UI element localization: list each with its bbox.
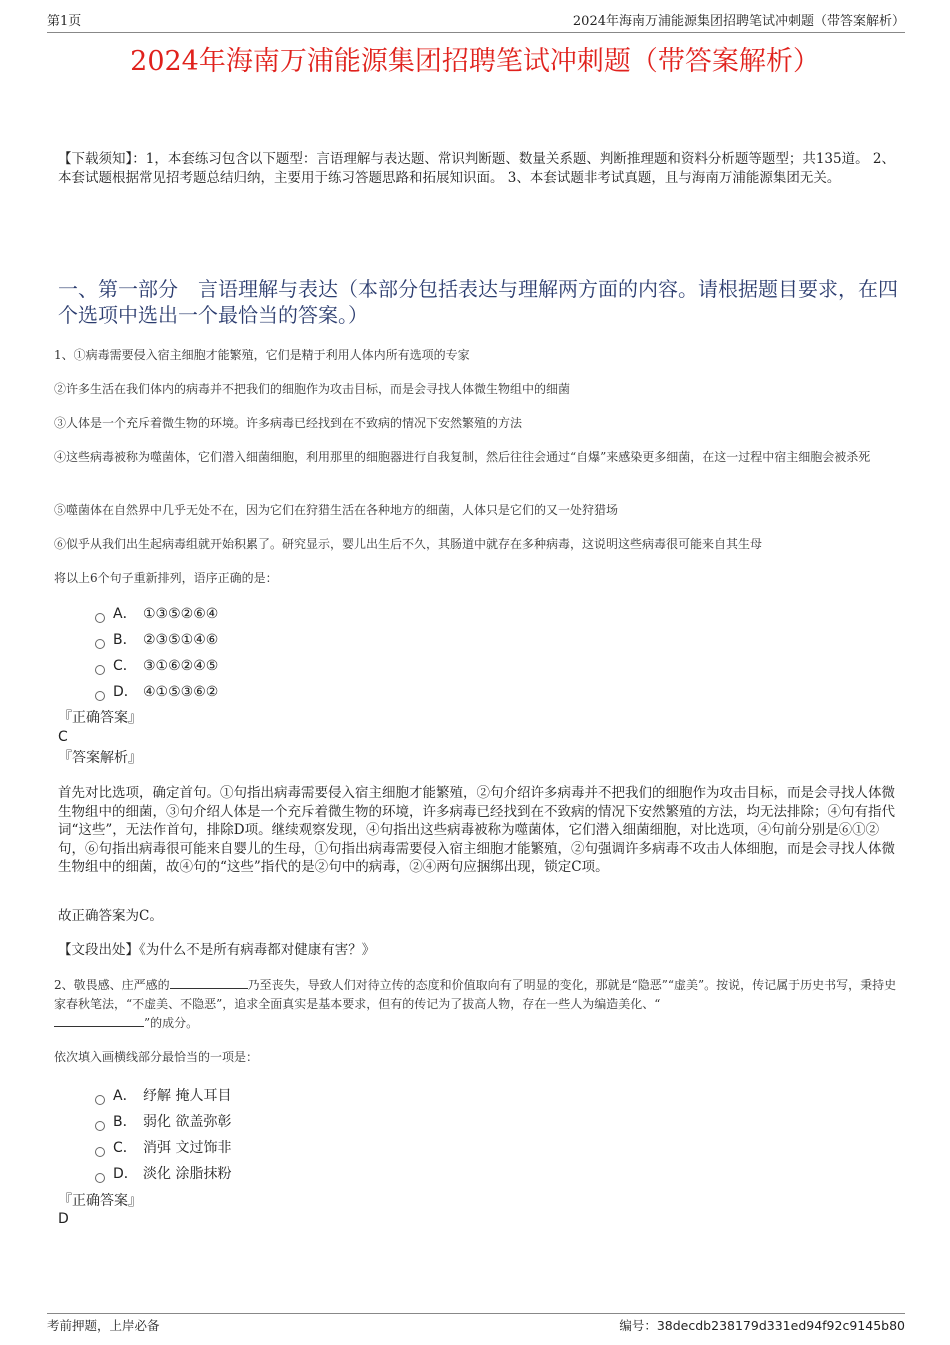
q1-answer: C <box>58 729 68 745</box>
radio-button[interactable] <box>95 1121 105 1131</box>
option-letter: B． <box>113 1114 137 1130</box>
q1-option-a[interactable] <box>95 601 495 627</box>
q1-analysis-label: 『答案解析』 <box>58 750 142 766</box>
q2-option-b[interactable] <box>95 1109 495 1135</box>
option-text: ①③⑤②⑥④ <box>143 606 219 622</box>
option-letter: D． <box>113 684 138 700</box>
q1-analysis: 首先对比选项，确定首句。①句指出病毒需要侵入宿主细胞才能繁殖，②句介绍许多病毒并不把我们的细胞作为攻击目标，而是会寻找人体微生物组中的细菌，③句介绍人体是一个充斥着微生物的环境，许多病毒已经找到在不致病的情况下安然繁殖的方法，均无法排除；④句有指代词“这些”，无法作首句，排除D项。继续观察发现，④句指出这些病毒被称为噬菌体，它们潜入细菌细胞，对比选项，④句前分别是⑥①②句，⑥句指出病毒很可能来自婴儿的生母，①句指出病毒需要侵入宿主细胞才能繁殖，②句强调许多病毒不攻击人体细胞，而是会寻找人体微生物组中的细菌，故④句的“这些”指代的是②句中的病毒，②④两句应捆绑出现，锁定C项。 <box>58 785 895 875</box>
page-number: 第1页 <box>47 14 82 29</box>
q2-option-a[interactable] <box>95 1083 495 1109</box>
q1-option-d[interactable] <box>95 679 495 705</box>
fill-blank <box>54 1014 144 1027</box>
q2-option-c[interactable] <box>95 1135 495 1161</box>
q1-option-c[interactable] <box>95 653 495 679</box>
q1-options <box>95 601 495 705</box>
header-doc-title: 2024年海南万浦能源集团招聘笔试冲刺题（带答案解析） <box>572 14 905 29</box>
radio-button[interactable] <box>95 691 105 701</box>
option-text: 弱化 欲盖弥彰 <box>143 1114 232 1130</box>
q2-prompt: 依次填入画横线部分最恰当的一项是： <box>54 1050 259 1064</box>
q1-sentence-5: ⑤噬菌体在自然界中几乎无处不在，因为它们在狩猎生活在各种地方的细菌，人体只是它们的又一处狩猎场 <box>54 503 619 517</box>
q2-stem <box>54 976 899 1033</box>
radio-button[interactable] <box>95 613 105 623</box>
footer-slogan: 考前押题，上岸必备 <box>47 1318 160 1333</box>
option-letter: A． <box>113 606 137 622</box>
section-title: 一、第一部分 言语理解与表达（本部分包括表达与理解两方面的内容。请根据题目要求，在四个选项中选出一个最恰当的答案。） <box>58 277 898 327</box>
radio-button[interactable] <box>95 665 105 675</box>
radio-button[interactable] <box>95 1147 105 1157</box>
footer-code <box>619 1316 905 1336</box>
q2-stem-part-a: 2、敬畏感、庄严感的 <box>54 978 170 992</box>
option-letter: B． <box>113 632 137 648</box>
q2-options <box>95 1083 495 1187</box>
q2-stem-part-c: ”的成分。 <box>144 1016 199 1030</box>
option-text: ④①⑤③⑥② <box>143 684 219 700</box>
page-header <box>47 12 905 33</box>
option-letter: C． <box>113 1140 137 1156</box>
document-title: 2024年海南万浦能源集团招聘笔试冲刺题（带答案解析） <box>130 46 820 77</box>
option-text: 淡化 涂脂抹粉 <box>143 1166 232 1182</box>
option-text: ②③⑤①④⑥ <box>143 632 219 648</box>
page-footer <box>47 1313 905 1334</box>
q2-stem-part-b: 乃至丧失，导致人们对待立传的态度和价值取向有了明显的变化，那就是“隐恶”“虚美”。按说，传记属于历史书写，秉持史家春秋笔法，“不虚美、不隐恶”，追求全面真实是基本要求，但有的传记为了拔高人物，存在一些人为编造美化、“ <box>54 978 897 1011</box>
fill-blank <box>170 976 248 989</box>
option-text: ③①⑥②④⑤ <box>143 658 219 674</box>
q1-source: 【文段出处】《为什么不是所有病毒都对健康有害？》 <box>58 942 376 958</box>
footer-code-value: 38decdb238179d331ed94f92c9145b80 <box>656 1318 905 1333</box>
q2-answer-label: 『正确答案』 <box>58 1193 142 1209</box>
q1-sentence-2: ②许多生活在我们体内的病毒并不把我们的细胞作为攻击目标，而是会寻找人体微生物组中的细菌 <box>54 382 571 396</box>
q1-answer-label: 『正确答案』 <box>58 710 142 726</box>
option-text: 消弭 文过饰非 <box>143 1140 232 1156</box>
q1-sentence-3: ③人体是一个充斥着微生物的环境。许多病毒已经找到在不致病的情况下安然繁殖的方法 <box>54 416 523 430</box>
q1-conclusion: 故正确答案为C。 <box>58 908 163 924</box>
radio-button[interactable] <box>95 1095 105 1105</box>
radio-button[interactable] <box>95 639 105 649</box>
option-letter: D． <box>113 1166 138 1182</box>
q1-sentence-6: ⑥似乎从我们出生起病毒组就开始积累了。研究显示，婴儿出生后不久，其肠道中就存在多种病毒，这说明这些病毒很可能来自其生母 <box>54 537 763 551</box>
radio-button[interactable] <box>95 1173 105 1183</box>
option-letter: A． <box>113 1088 137 1104</box>
footer-code-label: 编号： <box>619 1318 657 1333</box>
download-notice: 【下载须知】：1，本套练习包含以下题型：言语理解与表达题、常识判断题、数量关系题、判断推理题和资料分析题等题型；共135道。 2、本套试题根据常见招考题总结归纳，主要用于练习答题思路和拓展知识面。 3、本套试题非考试真题，且与海南万浦能源集团无关。 <box>58 151 895 186</box>
q1-sentence-4: ④这些病毒被称为噬菌体，它们潜入细菌细胞，利用那里的细胞器进行自我复制，然后往往会通过“自爆”来感染更多细菌，在这一过程中宿主细胞会被杀死 <box>54 450 871 464</box>
q1-option-b[interactable] <box>95 627 495 653</box>
option-text: 纾解 掩人耳目 <box>143 1088 232 1104</box>
q2-option-d[interactable] <box>95 1161 495 1187</box>
option-letter: C． <box>113 658 137 674</box>
q1-prompt: 将以上6个句子重新排列，语序正确的是： <box>54 571 278 585</box>
q1-sentence-1: 1、①病毒需要侵入宿主细胞才能繁殖，它们是精于利用人体内所有选项的专家 <box>54 348 470 362</box>
q2-answer: D <box>58 1211 69 1227</box>
